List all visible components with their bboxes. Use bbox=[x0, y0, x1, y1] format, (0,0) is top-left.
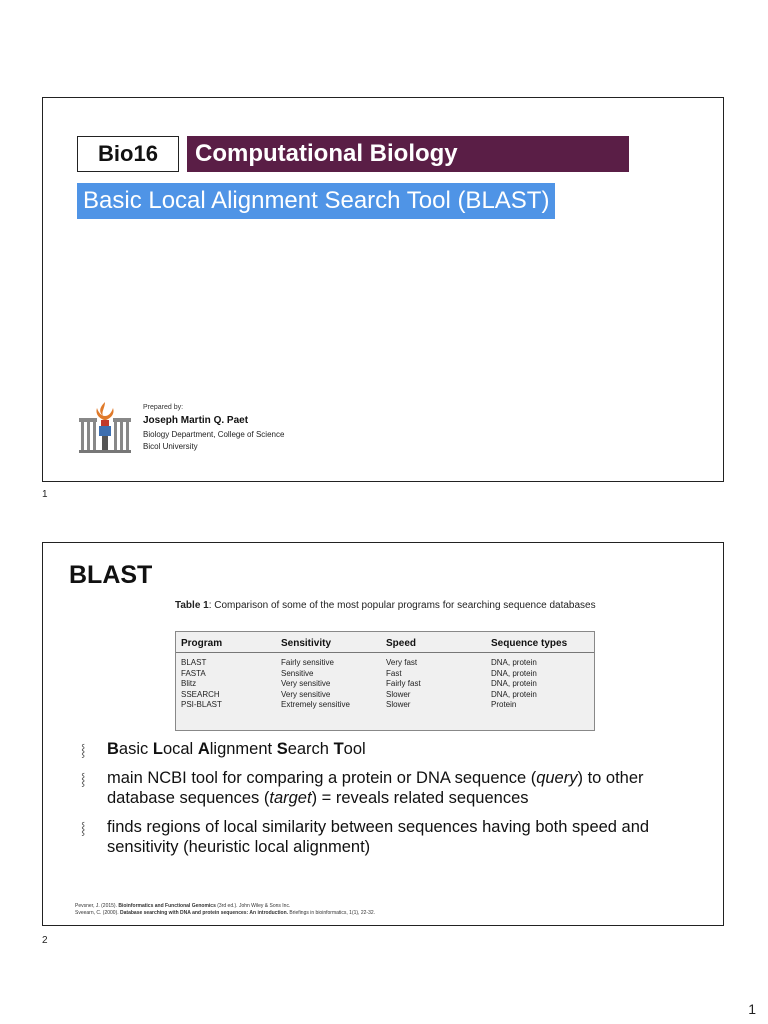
table-cell: Slower bbox=[386, 700, 411, 709]
prepared-label: Prepared by: bbox=[143, 404, 184, 411]
table-cell: Blitz bbox=[181, 679, 197, 688]
course-code: Bio16 bbox=[77, 136, 179, 172]
header-sensitivity: Sensitivity bbox=[281, 632, 386, 653]
dna-icon: ⸾ bbox=[81, 821, 86, 835]
header-speed: Speed bbox=[386, 632, 491, 653]
table-caption-label: Table 1 bbox=[175, 600, 209, 611]
header-program: Program bbox=[176, 632, 281, 653]
bullet-text: main NCBI tool for comparing a protein or DNA sequence ( bbox=[107, 769, 537, 787]
slide-title: BLAST bbox=[69, 561, 153, 589]
bullet-text: asic bbox=[118, 740, 153, 758]
table-cell: Extremely sensitive bbox=[281, 700, 350, 709]
table-row bbox=[176, 653, 594, 669]
dna-icon: ⸾ bbox=[81, 772, 86, 786]
slide-subtitle: Basic Local Alignment Search Tool (BLAST) bbox=[77, 183, 555, 219]
title-slide bbox=[42, 97, 724, 482]
table-cell: BLAST bbox=[181, 658, 207, 667]
bullet-text: ) = reveals related sequences bbox=[311, 789, 529, 807]
table-cell: Fast bbox=[386, 668, 402, 678]
bullet-text: ool bbox=[343, 740, 366, 758]
table-cell: Sensitive bbox=[281, 668, 314, 678]
author-block bbox=[143, 404, 284, 453]
slide-number: 1 bbox=[42, 489, 48, 500]
ref-text: Sveearn, C. (2000). bbox=[75, 909, 121, 916]
table-header-row bbox=[176, 632, 594, 653]
italic-term: query bbox=[536, 769, 578, 787]
ref-text: Pevsner, J. (2015). bbox=[75, 903, 119, 909]
table-row bbox=[176, 700, 594, 711]
table-cell: FASTA bbox=[181, 668, 206, 678]
table-cell: DNA, protein bbox=[491, 658, 537, 667]
table-cell: DNA, protein bbox=[491, 668, 537, 678]
table-cell: Fairly fast bbox=[386, 679, 421, 688]
bullet-text: ocal bbox=[162, 740, 198, 758]
table-cell: Slower bbox=[386, 689, 411, 699]
table-cell: Fairly sensitive bbox=[281, 658, 334, 667]
dna-icon: ⸾ bbox=[81, 743, 86, 757]
university-logo-icon bbox=[77, 398, 133, 454]
references bbox=[75, 903, 375, 916]
acronym-letter: S bbox=[276, 740, 288, 758]
table-cell: Very fast bbox=[386, 658, 418, 667]
department: Biology Department, College of Science bbox=[143, 430, 285, 439]
blast-slide bbox=[42, 542, 724, 926]
table-caption-text: : Comparison of some of the most popular programs for searching sequence databases bbox=[208, 600, 596, 611]
bullet-text: earch bbox=[287, 740, 334, 758]
header-sequence-types: Sequence types bbox=[491, 632, 594, 653]
bullet-text: finds regions of local similarity between sequences having both speed and sensitivity (heuristic local alignment) bbox=[107, 818, 650, 856]
bullet-item bbox=[81, 817, 711, 857]
table-cell: Very sensitive bbox=[281, 679, 331, 688]
acronym-letter: L bbox=[152, 740, 163, 758]
acronym-letter: T bbox=[333, 740, 344, 758]
table-cell: PSI-BLAST bbox=[181, 700, 222, 709]
reference-item bbox=[75, 910, 375, 917]
acronym-letter: B bbox=[107, 740, 119, 758]
bullet-list bbox=[81, 739, 711, 866]
university: Bicol University bbox=[143, 442, 198, 451]
ref-title: Bioinformatics and Functional Genomics bbox=[118, 903, 216, 909]
table-cell: Protein bbox=[491, 700, 517, 709]
ref-text: Briefings in bioinformatics, 1(1), 22-32. bbox=[288, 909, 376, 916]
table-caption bbox=[175, 600, 605, 612]
table-row bbox=[176, 690, 594, 701]
page-number: 1 bbox=[748, 1001, 756, 1017]
ref-text: (3rd ed.). John Wiley & Sons Inc. bbox=[215, 903, 291, 909]
table-row bbox=[176, 679, 594, 690]
course-title: Computational Biology bbox=[187, 136, 629, 172]
table-cell: DNA, protein bbox=[491, 679, 537, 688]
slide-number: 2 bbox=[42, 935, 48, 946]
bullet-text: lignment bbox=[209, 740, 277, 758]
table-row bbox=[176, 669, 594, 680]
table-cell: SSEARCH bbox=[181, 689, 220, 699]
italic-term: target bbox=[269, 789, 312, 807]
bullet-item bbox=[81, 739, 711, 759]
bullet-item bbox=[81, 768, 711, 808]
acronym-letter: A bbox=[197, 740, 210, 758]
ref-title: Database searching with DNA and protein sequences: An introduction. bbox=[120, 909, 289, 916]
author-name: Joseph Martin Q. Paet bbox=[143, 415, 249, 426]
comparison-table bbox=[175, 631, 595, 731]
bullet-text: ) to other database sequences ( bbox=[107, 769, 644, 807]
table-cell: Very sensitive bbox=[281, 689, 331, 699]
table-cell: DNA, protein bbox=[491, 689, 537, 699]
